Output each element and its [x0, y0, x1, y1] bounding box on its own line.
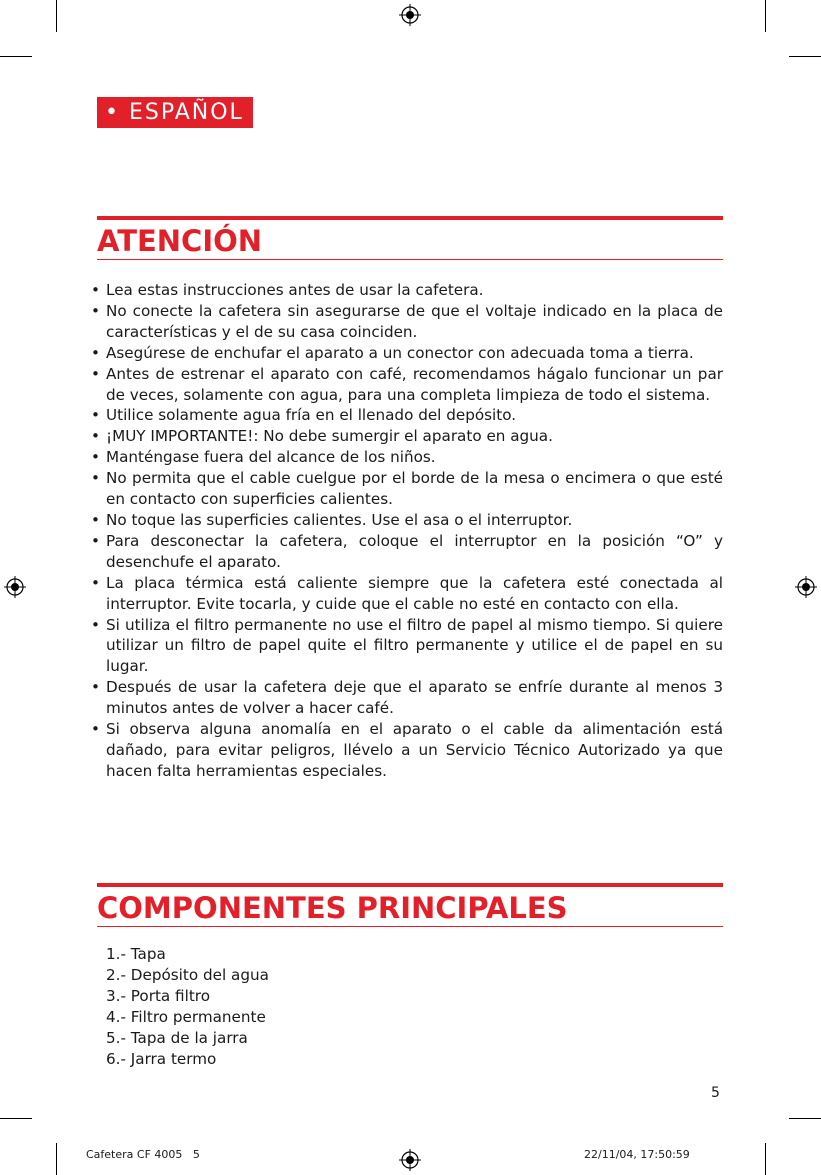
crop-mark — [765, 0, 766, 32]
component-item: 6.- Jarra termo — [106, 1049, 217, 1068]
attention-item: • Si utiliza el filtro permanente no use el filtro de papel al mismo tiempo. Si quiere utilizar un filtro de papel quite el filtro permanente y utilice el de papel en su lugar. — [90, 615, 723, 678]
section-rule-thin — [97, 926, 723, 927]
footer-timestamp: 22/11/04, 17:50:59 — [584, 1148, 690, 1161]
attention-item: • Si observa alguna anomalía en el aparato o el cable da alimentación está dañado, para evitar peligros, llévelo a un Servicio Técnico Autorizado ya que hacen falta herramientas especiales. — [90, 719, 723, 782]
attention-item: • No permita que el cable cuelgue por el borde de la mesa o encimera o que esté en contacto con superficies calientes. — [90, 468, 723, 510]
registration-mark-icon — [399, 1149, 421, 1171]
components-list — [106, 944, 269, 1069]
section-rule-thick — [97, 216, 723, 220]
component-item: 5.- Tapa de la jarra — [106, 1028, 248, 1047]
registration-mark-icon — [399, 4, 421, 26]
crop-mark — [56, 0, 57, 32]
crop-mark — [789, 1118, 821, 1119]
attention-item: • Manténgase fuera del alcance de los niños. — [90, 447, 723, 468]
component-item: 3.- Porta filtro — [106, 986, 210, 1005]
attention-list — [90, 280, 723, 782]
attention-item: • Utilice solamente agua fría en el llenado del depósito. — [90, 405, 723, 426]
component-item: 4.- Filtro permanente — [106, 1007, 266, 1026]
attention-item: • No conecte la cafetera sin asegurarse de que el voltaje indicado en la placa de características y el de su casa coinciden. — [90, 301, 723, 343]
language-tab: • ESPAÑOL — [97, 97, 253, 128]
components-title: COMPONENTES PRINCIPALES — [97, 891, 568, 925]
crop-mark — [0, 56, 32, 57]
section-rule-thick — [97, 883, 723, 887]
registration-mark-icon — [795, 576, 817, 598]
section-rule-thin — [97, 259, 723, 260]
attention-item: • Lea estas instrucciones antes de usar la cafetera. — [90, 280, 723, 301]
crop-mark — [789, 56, 821, 57]
attention-item: • No toque las superficies calientes. Use el asa o el interruptor. — [90, 510, 723, 531]
component-item: 2.- Depósito del agua — [106, 965, 269, 984]
attention-title: ATENCIÓN — [97, 224, 263, 258]
attention-item: • La placa térmica está caliente siempre que la cafetera esté conectada al interruptor. Evite tocarla, y cuide que el cable no esté en contacto con ella. — [90, 573, 723, 615]
crop-mark — [56, 1143, 57, 1175]
component-item: 1.- Tapa — [106, 945, 166, 963]
crop-mark — [765, 1143, 766, 1175]
attention-item: • Después de usar la cafetera deje que el aparato se enfríe durante al menos 3 minutos antes de volver a hacer café. — [90, 677, 723, 719]
attention-item: • Asegúrese de enchufar el aparato a un conector con adecuada toma a tierra. — [90, 343, 723, 364]
page-number: 5 — [711, 1085, 720, 1101]
crop-mark — [0, 1118, 32, 1119]
footer-file-info: Cafetera CF 4005 5 — [86, 1148, 200, 1161]
attention-item: • ¡MUY IMPORTANTE!: No debe sumergir el aparato en agua. — [90, 426, 723, 447]
registration-mark-icon — [4, 576, 26, 598]
attention-item: • Para desconectar la cafetera, coloque el interruptor en la posición “O” y desenchufe el aparato. — [90, 531, 723, 573]
attention-item: • Antes de estrenar el aparato con café, recomendamos hágalo funcionar un par de veces, solamente con agua, para una completa limpieza de todo el sistema. — [90, 364, 723, 406]
